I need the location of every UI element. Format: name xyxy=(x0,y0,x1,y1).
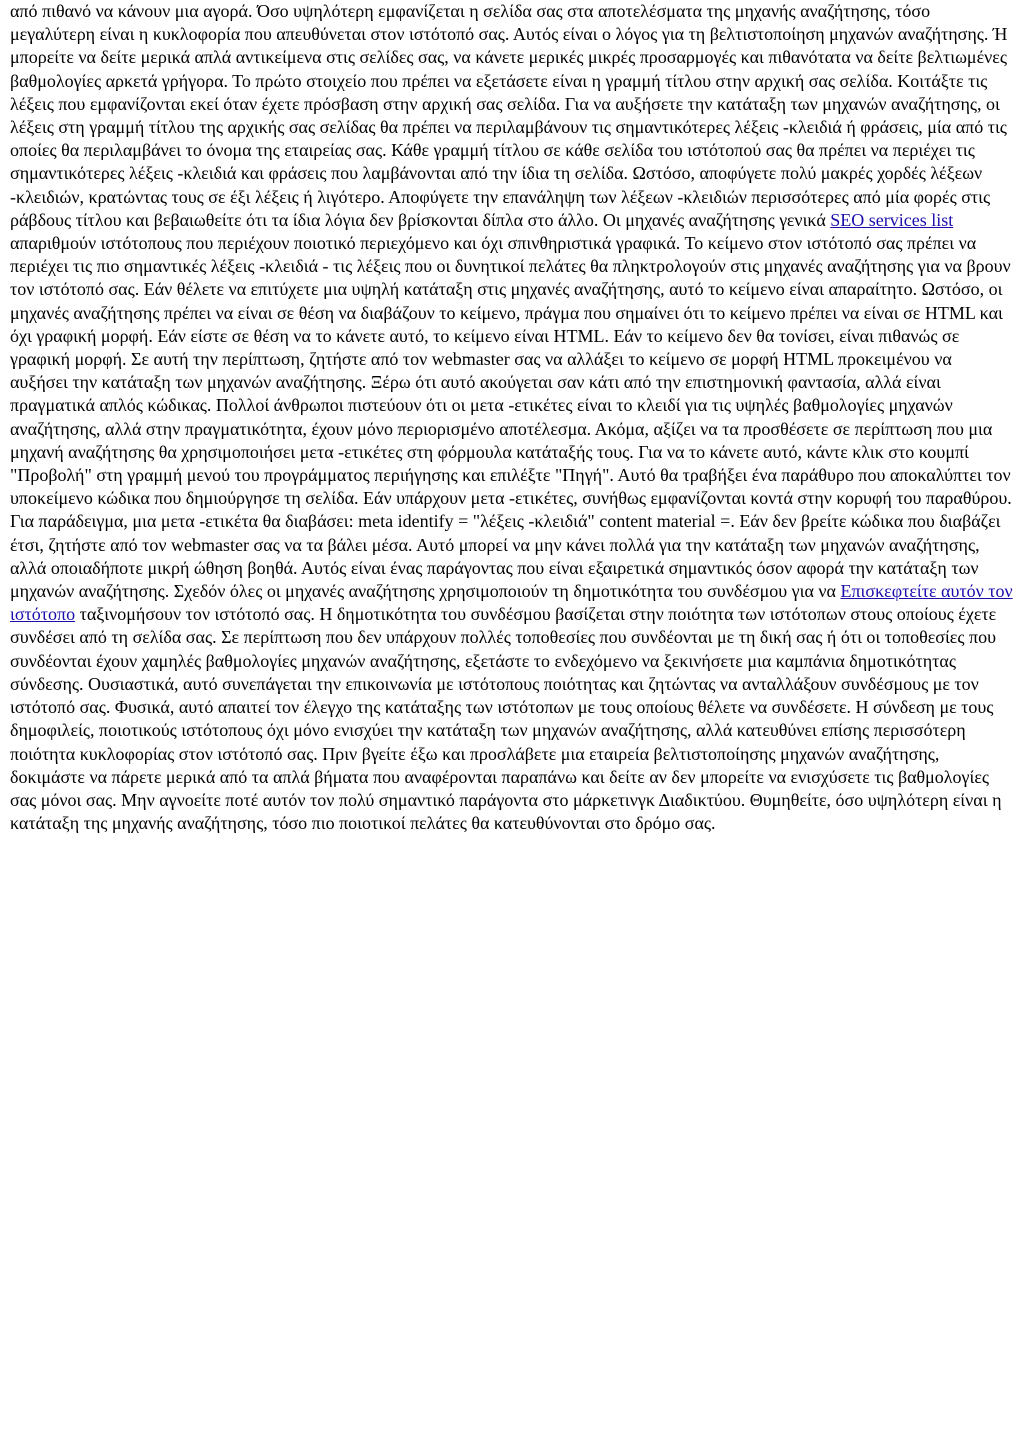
article-text-part-3: ταξινομήσουν τον ιστότοπό σας. Η δημοτικότητα του συνδέσμου βασίζεται στην ποιότητα των ιστότοπων στους οποίους έχετε συνδέσει από τη σελίδα σας. Σε περίπτωση που δεν υπάρχουν πολλές τοποθεσίες που συνδέονται με τη δική σας ή ότι οι τοποθεσίες που συνδέονται έχουν χαμηλές βαθμολογίες μηχανών αναζήτησης, εξετάστε το ενδεχόμενο να ξεκινήσετε μια καμπάνια δημοτικότητας σύνδεσης. Ουσιαστικά, αυτό συνεπάγεται την επικοινωνία με ιστότοπους ποιότητας και ζητώντας να ανταλλάξουν συνδέσμους με τον ιστότοπό σας. Φυσικά, αυτό απαιτεί τον έλεγχο της κατάταξης των ιστότοπων με τους οποίους θέλετε να συνδέσετε. Η σύνδεση με τους δημοφιλείς, ποιοτικούς ιστότοπους όχι μόνο ενισχύει την κατάταξη των μηχανών αναζήτησης, αλλά κατευθύνει επίσης περισσότερη ποιότητα κυκλοφορίας στον ιστότοπό σας. Πριν βγείτε έξω και προσλάβετε μια εταιρεία βελτιστοποίησης μηχανών αναζήτησης, δοκιμάστε να πάρετε μερικά από τα απλά βήματα που αναφέρονται παραπάνω και δείτε αν δεν μπορείτε να ενισχύσετε τις βαθμολογίες σας μόνοι σας. Μην αγνοείτε ποτέ αυτόν τον πολύ σημαντικό παράγοντα στο μάρκετινγκ Διαδικτύου. Θυμηθείτε, όσο υψηλότερη είναι η κατάταξη της μηχανής αναζήτησης, τόσο πιο ποιοτικοί πελάτες θα κατευθύνονται στο δρόμο σας. xyxy=(10,604,1002,834)
seo-services-list-link[interactable]: SEO services list xyxy=(830,209,954,230)
article-text-part-1: από πιθανό να κάνουν μια αγορά. Όσο υψηλότερη εμφανίζεται η σελίδα σας στα αποτελέσματα της μηχανής αναζήτησης, τόσο μεγαλύτερη είναι η κυκλοφορία που απευθύνεται στον ιστότοπό σας. Αυτός είναι ο λόγος για τη βελτιστοποίηση μηχανών αναζήτησης. Ή μπορείτε να δείτε μερικά απλά αντικείμενα στις σελίδες σας, να κάνετε μερικές μικρές προσαρμογές και πιθανότατα να δείτε βελτιωμένες βαθμολογίες αρκετά γρήγορα. Το πρώτο στοιχείο που πρέπει να εξετάσετε είναι η γραμμή τίτλου στην αρχική σας σελίδα. Κοιτάξτε τις λέξεις που εμφανίζονται εκεί όταν έχετε πρόσβαση στην αρχική σας σελίδα. Για να αυξήσετε την κατάταξη των μηχανών αναζήτησης, οι λέξεις στη γραμμή τίτλου της αρχικής σας σελίδας θα πρέπει να περιλαμβάνουν τις σημαντικότερες λέξεις -κλειδιά ή φράσεις, μία από τις οποίες θα περιλαμβάνει το όνομα της εταιρείας σας. Κάθε γραμμή τίτλου σε κάθε σελίδα του ιστότοπού σας θα πρέπει να περιέχει τις σημαντικότερες λέξεις -κλειδιά και φράσεις που λαμβάνονται από την ίδια τη σελίδα. Ωστόσο, αποφύγετε πολύ μακρές χορδές λέξεων -κλειδιών, κρατώντας τους σε έξι λέξεις ή λιγότερο. Αποφύγετε την επανάληψη των λέξεων -κλειδιών περισσότερες από μία φορές στις ράβδους τίτλου και βεβαιωθείτε ότι τα ίδια λόγια δεν βρίσκονται δίπλα στο άλλο. Οι μηχανές αναζήτησης γενικά xyxy=(10,1,1008,230)
visit-site-link[interactable]: Επισκεφτείτε αυτόν τον ιστότοπο xyxy=(10,581,1013,625)
article-text-part-2: απαριθμούν ιστότοπους που περιέχουν ποιοτικό περιεχόμενο και όχι σπινθηριστικά γραφικά. Το κείμενο στον ιστότοπό σας πρέπει να περιέχει τις πιο σημαντικές λέξεις -κλειδιά - τις λέξεις που οι δυνητικοί πελάτες θα πληκτρολογούν στις μηχανές αναζήτησης για να βρουν τον ιστότοπό σας. Εάν θέλετε να επιτύχετε μια υψηλή κατάταξη στις μηχανές αναζήτησης, αυτό το κείμενο είναι απαραίτητο. Ωστόσο, οι μηχανές αναζήτησης πρέπει να είναι σε θέση να διαβάζουν το κείμενο, πράγμα που σημαίνει ότι το κείμενο πρέπει να είναι σε HTML και όχι γραφική μορφή. Εάν είστε σε θέση να το κάνετε αυτό, το κείμενο είναι HTML. Εάν το κείμενο δεν θα τονίσει, είναι πιθανώς σε γραφική μορφή. Σε αυτή την περίπτωση, ζητήστε από τον webmaster σας να αλλάξει το κείμενο σε μορφή HTML προκειμένου να αυξήσει την κατάταξη των μηχανών αναζήτησης. Ξέρω ότι αυτό ακούγεται σαν κάτι από την επιστημονική φαντασία, αλλά είναι πραγματικά απλός κώδικας. Πολλοί άνθρωποι πιστεύουν ότι οι μετα -ετικέτες είναι το κλειδί για τις υψηλές βαθμολογίες μηχανών αναζήτησης, αλλά στην πραγματικότητα, έχουν μόνο περιορισμένο αποτέλεσμα. Ακόμα, αξίζει να τα προσθέσετε σε περίπτωση που μια μηχανή αναζήτησης θα χρησιμοποιήσει μετα -ετικέτες στη φόρμουλα κατάταξής τους. Για να το κάνετε αυτό, κάντε κλικ στο κουμπί "Προβολή" στη γραμμή μενού του προγράμματος περιήγησης και επιλέξτε "Πηγή". Αυτό θα τραβήξει ένα παράθυρο που αποκαλύπτει τον υποκείμενο κώδικα που δημιούργησε τη σελίδα. Εάν υπάρχουν μετα -ετικέτες, συνήθως εμφανίζονται κοντά στην κορυφή του παραθύρου. Για παράδειγμα, μια μετα -ετικέτα θα διαβάσει: meta identify = "λέξεις -κλειδιά" content material =. Εάν δεν βρείτε κώδικα που διαβάζει έτσι, ζητήστε από τον webmaster σας να τα βάλει μέσα. Αυτό μπορεί να μην κάνει πολλά για την κατάταξη των μηχανών αναζήτησης, αλλά οποιαδήποτε μικρή ώθηση βοηθά. Αυτός είναι ένας παράγοντας που είναι εξαιρετικά σημαντικός όσον αφορά την κατάταξη των μηχανών αναζήτησης. Σχεδόν όλες οι μηχανές αναζήτησης χρησιμοποιούν τη δημοτικότητα του συνδέσμου για να xyxy=(10,233,1012,602)
article-body xyxy=(10,0,1014,835)
